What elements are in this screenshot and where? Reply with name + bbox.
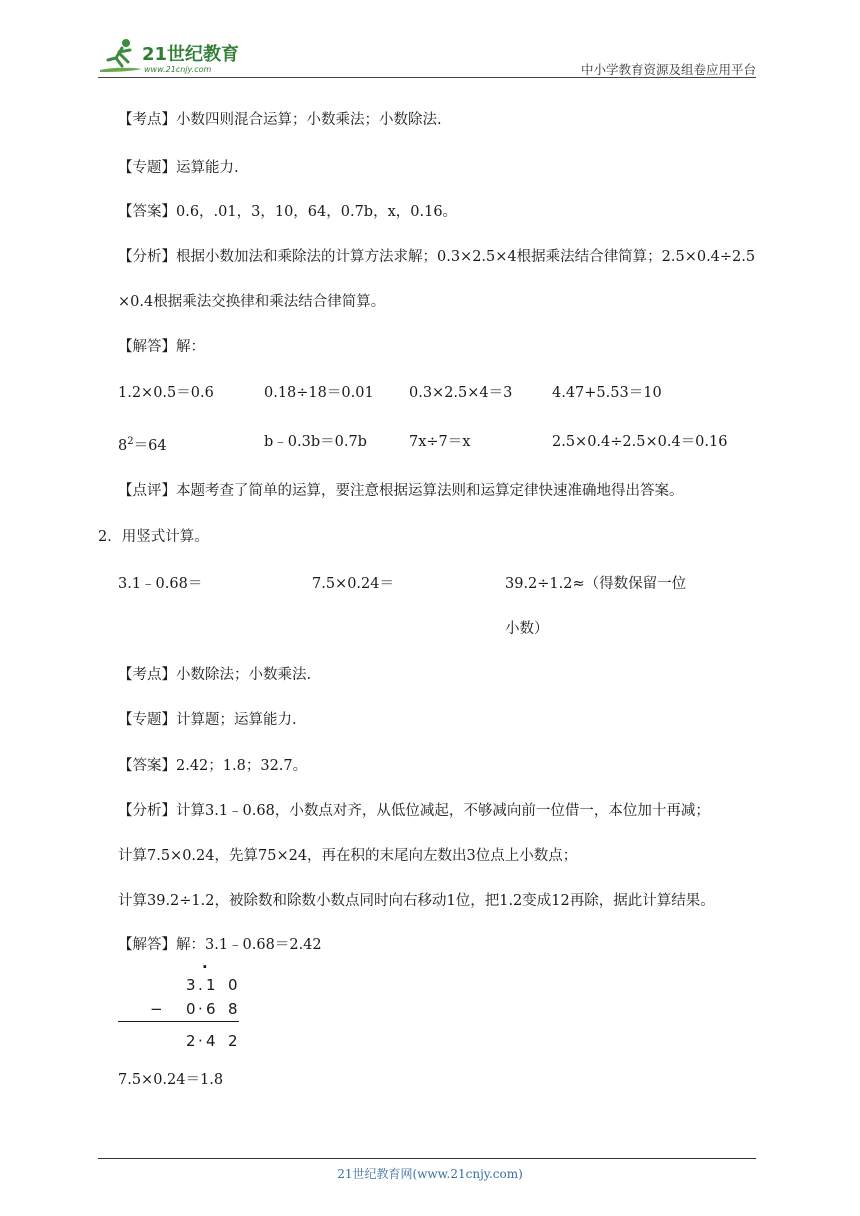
- sub-digit: 6: [206, 1000, 216, 1018]
- q2-fenxi-line1: 【分析】计算3.1﹣0.68，小数点对齐，从低位减起，不够减向前一位借一，本位加十再减；: [118, 803, 710, 819]
- q2-fenxi-line2: 计算7.5×0.24，先算75×24，再在积的末尾向左数出3位点上小数点；: [118, 848, 578, 864]
- top-digit: 1: [206, 976, 216, 994]
- page-header: [98, 30, 756, 78]
- q1-dianping: 【点评】本题考查了简单的运算，要注意根据运算法则和运算定律快速准确地得出答案。: [118, 483, 684, 499]
- top-digit: 0: [228, 976, 238, 994]
- q2-daan: 【答案】2.42；1.8；32.7。: [118, 758, 308, 774]
- q2-jieda: 【解答】解：3.1﹣0.68＝2.42: [118, 937, 322, 953]
- sub-digit: 0: [186, 1000, 196, 1018]
- top-digit: 3: [186, 976, 196, 994]
- q2-mult-result: 7.5×0.24＝1.8: [118, 1072, 224, 1088]
- q2-zhuanti: 【专题】计算题；运算能力.: [118, 712, 297, 728]
- footer-link[interactable]: 21世纪教育网(www.21cnjy.com): [337, 1167, 523, 1181]
- q1-fenxi-line1: 【分析】根据小数加法和乘除法的计算方法求解；0.3×2.5×4根据乘法结合律简算；2.5×0.4÷2.5: [118, 249, 756, 265]
- q2-problem-3-line1: 39.2÷1.2≈（得数保留一位: [505, 576, 687, 592]
- q1-row2-col2: b﹣0.3b＝0.7b: [264, 434, 367, 450]
- vertical-subtraction: [118, 958, 248, 1054]
- result-digit: ·: [198, 1032, 203, 1050]
- minus-sign: −: [150, 1000, 163, 1018]
- platform-tagline: 中小学教育资源及组卷应用平台: [580, 62, 756, 77]
- svg-text:21世纪教育: 21世纪教育: [142, 44, 240, 65]
- sub-digit: ·: [198, 1000, 203, 1018]
- q2-problem-2: 7.5×0.24＝: [312, 576, 394, 592]
- result-digit: 4: [206, 1032, 216, 1050]
- q1-zhuanti: 【专题】运算能力.: [118, 160, 239, 176]
- q1-row2-col4: 2.5×0.4÷2.5×0.4＝0.16: [552, 434, 728, 450]
- q2-kaodian: 【考点】小数除法；小数乘法.: [118, 667, 312, 683]
- runner-logo-icon: [98, 36, 258, 76]
- top-digit: .: [198, 976, 203, 994]
- q1-row1-col3: 0.3×2.5×4＝3: [409, 385, 513, 401]
- q2-fenxi-line3: 计算39.2÷1.2，被除数和除数小数点同时向右移动1位，把1.2变成12再除，据此计算结果。: [118, 893, 715, 909]
- result-line: [118, 1021, 239, 1022]
- svg-text:www.21cnjy.com: www.21cnjy.com: [144, 65, 212, 74]
- header-divider: [98, 77, 756, 78]
- q1-jieda: 【解答】解：: [118, 339, 205, 355]
- q1-fenxi-line2: ×0.4根据乘法交换律和乘法结合律简算。: [118, 294, 386, 310]
- result-digit: 2: [186, 1032, 196, 1050]
- q1-row2-col1: $8^2=64$: [118, 436, 167, 454]
- footer-divider: [98, 1158, 756, 1159]
- q2-title: 2．用竖式计算。: [98, 529, 209, 545]
- q1-row1-col2: 0.18÷18＝0.01: [264, 385, 374, 401]
- borrow-dot: ·: [202, 958, 208, 976]
- q2-problem-1: 3.1﹣0.68＝: [118, 576, 203, 592]
- q2-problem-3-line2: 小数）: [505, 621, 549, 637]
- result-digit: 2: [228, 1032, 238, 1050]
- q1-row2-col3: 7x÷7＝x: [409, 434, 471, 450]
- q1-row1-col1: 1.2×0.5＝0.6: [118, 385, 214, 401]
- q1-kaodian: 【考点】小数四则混合运算；小数乘法；小数除法.: [118, 112, 442, 128]
- site-logo[interactable]: [98, 36, 258, 76]
- q1-row1-col4: 4.47+5.53＝10: [552, 385, 662, 401]
- q1-daan: 【答案】0.6，.01，3，10，64，0.7b，x，0.16。: [118, 204, 458, 220]
- sub-digit: 8: [228, 1000, 238, 1018]
